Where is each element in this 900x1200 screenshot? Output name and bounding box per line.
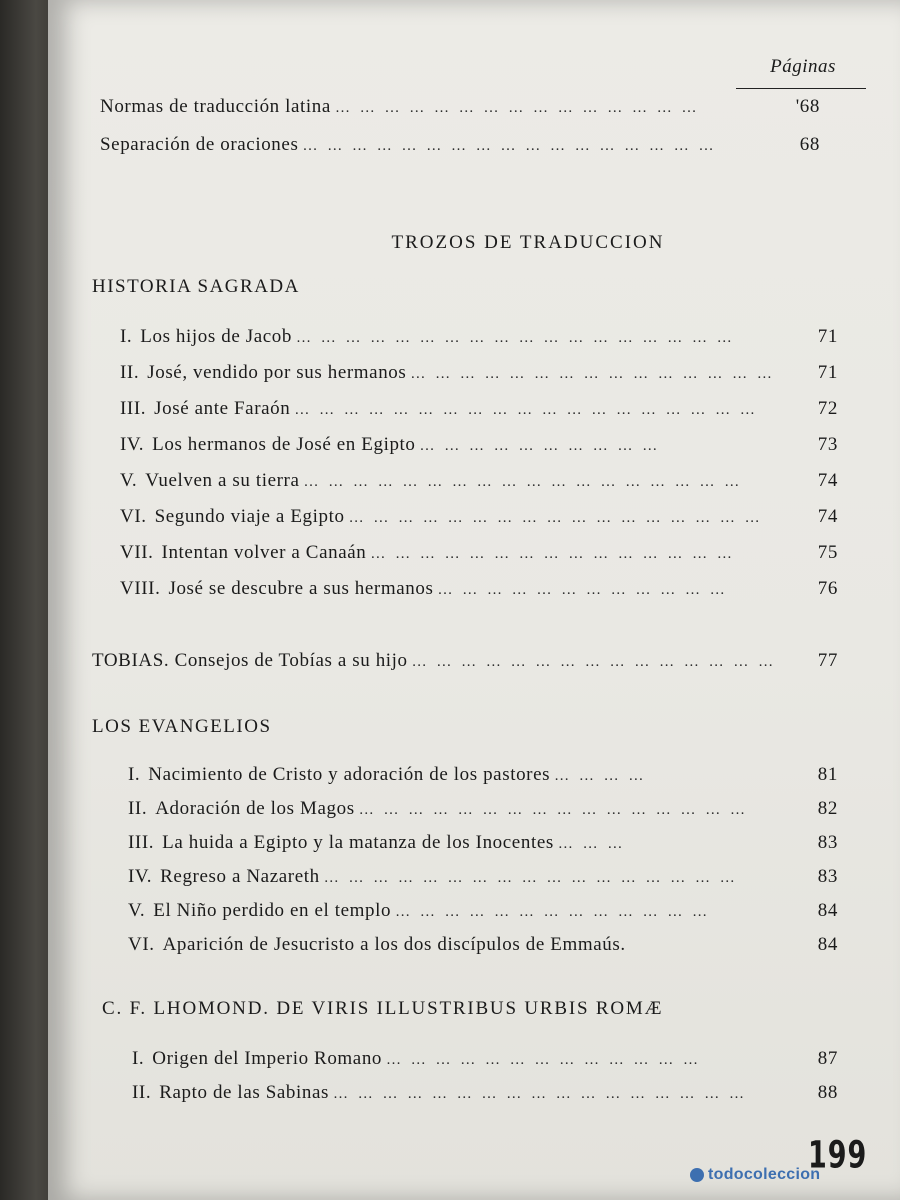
book-page: [48, 0, 900, 1200]
entry-page: 71: [817, 362, 838, 383]
leader-dots: … … … … … … … … … … … … … … … … …: [323, 870, 738, 886]
entry-title: Regreso a Nazareth: [160, 866, 320, 887]
section-heading-lhomond: C. F. LHOMOND. DE VIRIS ILLUSTRIBUS URBIS ROMÆ: [102, 998, 664, 1019]
entry-numeral: VI.: [120, 506, 147, 527]
toc-entry: [132, 1082, 838, 1104]
toc-entry: [128, 832, 838, 854]
entry-title: Origen del Imperio Romano: [152, 1048, 383, 1069]
leader-dots: … … … … … … … … … … … … …: [395, 904, 711, 920]
entry-page: 81: [817, 764, 838, 785]
watermark: [690, 1166, 820, 1184]
entry-page: 72: [817, 398, 838, 419]
entry-numeral: IV.: [120, 434, 145, 455]
toc-entry: [128, 900, 838, 922]
entry-page: '68: [795, 96, 820, 117]
toc-entry: [128, 866, 838, 888]
entry-numeral: IV.: [128, 866, 153, 887]
entry-title: Los hermanos de José en Egipto: [152, 434, 416, 455]
entry-title: José ante Faraón: [154, 398, 291, 419]
leader-dots: … … … … … … … … … … … … … … … …: [358, 802, 748, 818]
leader-dots: … … … … … … … … … … … …: [437, 582, 728, 598]
entry-page: 83: [817, 832, 838, 853]
entry-title: Vuelven a su tierra: [145, 470, 300, 491]
entry-numeral: III.: [128, 832, 155, 853]
toc-entry: [120, 542, 838, 564]
watermark-text: todocoleccion: [708, 1166, 821, 1183]
entry-numeral: VII.: [120, 542, 154, 563]
leader-dots: … … … … … … … … … … … … … … …: [334, 100, 700, 116]
toc-entry: [128, 764, 838, 786]
entry-title: Nacimiento de Cristo y adoración de los pastores: [148, 764, 551, 785]
entry-numeral: II.: [120, 362, 140, 383]
entry-page: 76: [817, 578, 838, 599]
entry-page: 74: [817, 506, 838, 527]
leader-dots: … … … … … … … … … … … … … … …: [370, 546, 735, 562]
entry-title: TOBIAS. Consejos de Tobías a su hijo: [92, 650, 408, 671]
entry-title: Aparición de Jesucristo a los dos discípulos de Emmaús.: [162, 934, 626, 955]
leader-dots: … … … … … … … … … … … … … … …: [410, 366, 775, 382]
paginas-label: Páginas: [770, 56, 836, 77]
page-number: 199: [808, 1133, 868, 1178]
entry-numeral: II.: [128, 798, 148, 819]
entry-numeral: II.: [132, 1082, 152, 1103]
leader-dots: … … … … … … … … … … … … … … … … … …: [295, 330, 735, 346]
entry-title: La huida a Egipto y la matanza de los Inocentes: [162, 832, 554, 853]
entry-page: 74: [817, 470, 838, 491]
watermark-logo-icon: [690, 1168, 704, 1182]
toc-entry: [120, 470, 838, 492]
toc-entry: [120, 506, 838, 528]
entry-page: 68: [799, 134, 820, 155]
paginas-rule: [736, 88, 866, 89]
entry-title: José se descubre a sus hermanos: [168, 578, 434, 599]
toc-entry: [120, 362, 838, 384]
entry-title: Separación de oraciones: [100, 134, 299, 155]
toc-entry: [120, 326, 838, 348]
toc-entry: [100, 96, 820, 118]
leader-dots: … … … …: [554, 768, 647, 784]
toc-entry: [128, 798, 838, 820]
entry-numeral: I.: [120, 326, 133, 347]
entry-title: Intentan volver a Canaán: [161, 542, 367, 563]
entry-page: 88: [817, 1082, 838, 1103]
leader-dots: … … … … … … … … … … … … … … … … …: [333, 1086, 747, 1102]
section-heading-evangelios: LOS EVANGELIOS: [92, 716, 272, 737]
toc-entry: [120, 434, 838, 456]
entry-title: Normas de traducción latina: [100, 96, 331, 117]
leader-dots: … … … … … … … … … … … … … … … … …: [348, 510, 763, 526]
leader-dots: … … …: [557, 836, 626, 852]
entry-title: Los hijos de Jacob: [140, 326, 292, 347]
entry-page: 73: [817, 434, 838, 455]
entry-title: José, vendido por sus hermanos: [147, 362, 407, 383]
entry-numeral: V.: [120, 470, 138, 491]
entry-page: 84: [817, 900, 838, 921]
entry-numeral: III.: [120, 398, 147, 419]
entry-page: 77: [817, 650, 838, 671]
leader-dots: … … … … … … … … … … … … … … … … … …: [303, 474, 743, 490]
entry-page: 83: [817, 866, 838, 887]
toc-entry: [100, 134, 820, 156]
entry-title: Adoración de los Magos: [155, 798, 355, 819]
entry-title: Rapto de las Sabinas: [159, 1082, 329, 1103]
leader-dots: … … … … … … … … … …: [419, 438, 661, 454]
entry-page: 71: [817, 326, 838, 347]
toc-entry: [132, 1048, 838, 1070]
entry-page: 75: [817, 542, 838, 563]
leader-dots: … … … … … … … … … … … … … … … … … … …: [294, 402, 758, 418]
toc-entry: [128, 934, 838, 956]
entry-page: 87: [817, 1048, 838, 1069]
leader-dots: … … … … … … … … … … … … … … … … …: [302, 138, 717, 154]
toc-entry: [120, 398, 838, 420]
entry-numeral: VI.: [128, 934, 155, 955]
entry-page: 84: [817, 934, 838, 955]
entry-numeral: I.: [128, 764, 141, 785]
entry-numeral: I.: [132, 1048, 145, 1069]
entry-numeral: V.: [128, 900, 146, 921]
entry-title: Segundo viaje a Egipto: [154, 506, 345, 527]
leader-dots: … … … … … … … … … … … … … … …: [411, 654, 777, 670]
entry-numeral: VIII.: [120, 578, 161, 599]
toc-entry-tobias: [92, 650, 838, 672]
entry-title: El Niño perdido en el templo: [153, 900, 392, 921]
toc-entry: [120, 578, 838, 600]
section-heading-historia: HISTORIA SAGRADA: [92, 276, 300, 297]
entry-page: 82: [817, 798, 838, 819]
leader-dots: … … … … … … … … … … … … …: [386, 1052, 702, 1068]
section-heading-trozos: TROZOS DE TRADUCCION: [391, 232, 665, 253]
